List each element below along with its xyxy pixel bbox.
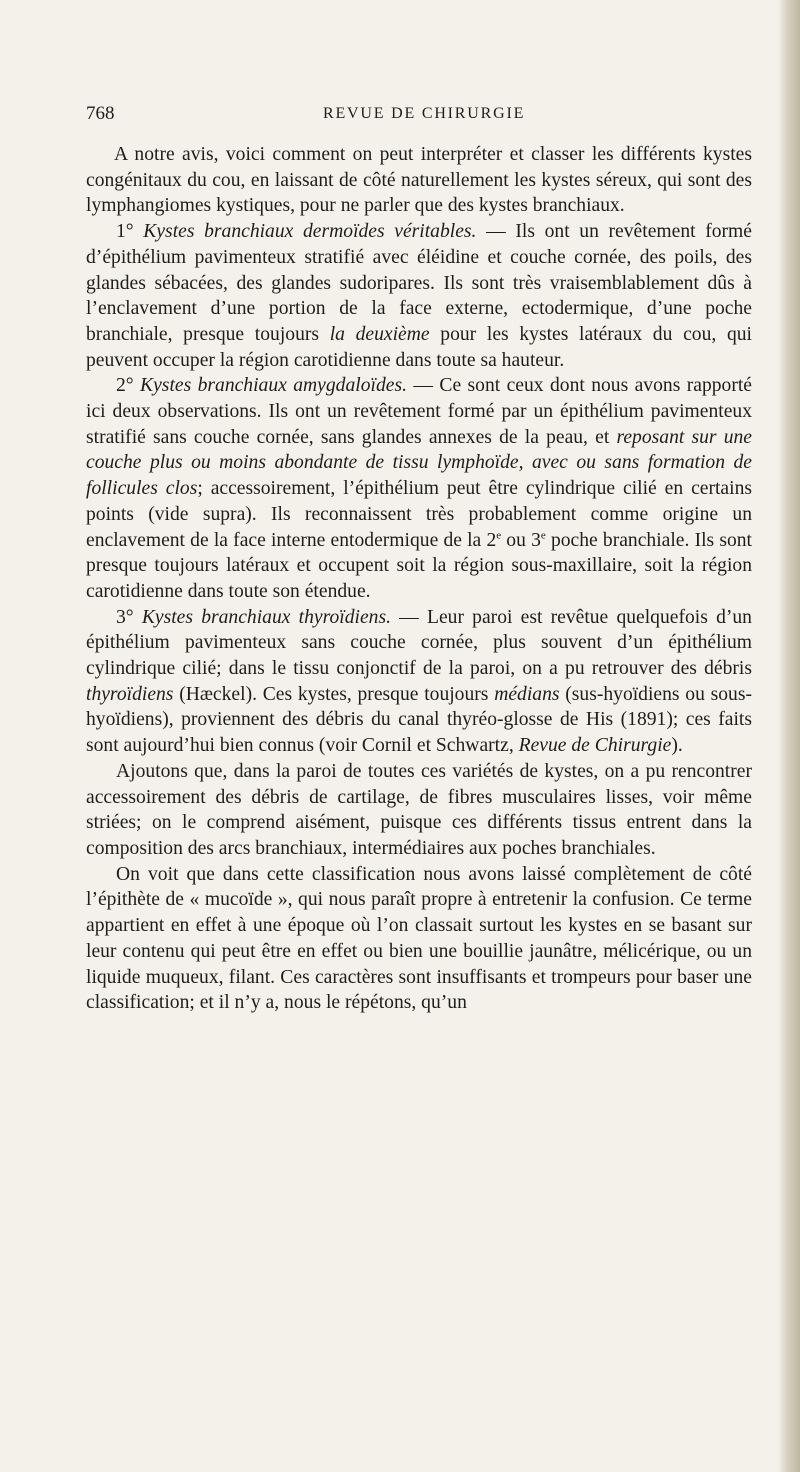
paragraph-text: poche branchiale. Ils sont presque toujours latéraux et occupent soit la région sous-maxillaire, soit la région carotidienne dans toute son étendue. xyxy=(86,529,753,602)
paragraph-intro-text: A notre avis, voici comment on peut interpréter et classer les différents kystes congénitaux du cou, en laissant de côté naturellement les kystes séreux, qui sont des lymphangiomes kystiques, pour ne parler que des kystes branchiaux. xyxy=(86,144,752,217)
ordinal: 3 xyxy=(531,529,541,551)
paragraph-text: Ajoutons que, dans la paroi de toutes ces variétés de kystes, on a pu rencontrer accessoirement des débris de cartilage, de fibres musculaires lisses, voir même striées; on le comprend aisément, puisque ces différents tissus entrent dans la composition des arcs branchiaux, intermédiaires aux poches branchiales. xyxy=(86,760,752,859)
running-title: REVUE DE CHIRURGIE xyxy=(323,105,526,122)
paragraph-text: (sus-hyoïdiens ou sous-hyoïdiens), proviennent des débris du canal thyréo-glosse de His (1891); ces faits sont aujourd’hui bien connus (voir Cornil et Schwartz, xyxy=(86,683,753,757)
emphasis: médians xyxy=(494,683,560,705)
paragraph-text: pour les kystes latéraux du cou, qui peuvent occuper la région carotidienne dans toute sa hauteur. xyxy=(86,323,752,371)
emphasis: thyroïdiens xyxy=(86,683,174,705)
item-number: 1° xyxy=(116,221,134,243)
paragraph-text: ou xyxy=(501,529,532,551)
running-header xyxy=(58,103,770,129)
article-body xyxy=(86,142,752,1016)
paragraph-text: — Leur paroi est revêtue quelquefois d’un épithélium pavimenteux sans couche cornée, plus souvent d’un épithélium cylindrique cilié; dans le tissu conjonctif de la paroi, on a pu retrouver des débris xyxy=(86,606,752,680)
page-number: 768 xyxy=(86,103,115,124)
paragraph-text: ). xyxy=(671,735,683,757)
paragraph-text: — Ce sont ceux dont nous avons rapporté ici deux observations. Ils ont un revêtement formé par un épithélium pavimenteux stratifié sans couche cornée, sans glandes annexes de la peau, et xyxy=(86,375,752,448)
item-number: 3° xyxy=(116,606,134,628)
paragraph-amygdaloid xyxy=(86,373,752,604)
journal-title: Revue de Chirurgie xyxy=(518,735,672,757)
paragraph-intro xyxy=(86,142,752,219)
ordinal-suffix: e xyxy=(496,529,502,542)
ordinal-suffix: e xyxy=(540,529,546,542)
emphasis: reposant sur une couche plus ou moins abondante de tissu lymphoïde, avec ou sans formation de follicules clos xyxy=(86,426,752,500)
paragraph-text: (Hæckel). Ces kystes, presque toujours xyxy=(173,683,495,705)
emphasis: la deuxième xyxy=(329,323,430,345)
ordinal: 2 xyxy=(486,529,497,551)
paragraph-mucoid xyxy=(86,862,752,1016)
paragraph-text: ; accessoirement, l’épithélium peut être cylindrique cilié en certains points (vide supra). Ils reconnaissent très probablement comme origine un enclavement de la face interne entodermique de la xyxy=(86,478,752,551)
item-title: Kystes branchiaux thyroïdiens. xyxy=(141,606,391,628)
paragraph-cartilage xyxy=(86,759,752,862)
paragraph-thyroid xyxy=(86,605,752,759)
page-edge-shadow xyxy=(778,0,800,1472)
paragraph-text: — Ils ont un revêtement formé d’épithélium pavimenteux stratifié avec éléidine et couche cornée, des poils, des glandes sébacées, des glandes sudoripares. Ils sont très vraisemblablement dûs à l’enclavement d’une portion de la face externe, ectodermique, d’une poche branchiale, presque toujours xyxy=(86,221,752,345)
item-title: Kystes branchiaux dermoïdes véritables. xyxy=(143,221,477,243)
item-number: 2° xyxy=(116,375,134,397)
paragraph-text: On voit que dans cette classification nous avons laissé complètement de côté l’épithète de « mucoïde », qui nous paraît propre à entretenir la confusion. Ce terme appartient en effet à une époque où l’on classait surtout les kystes en se basant sur leur contenu qui peut être en effet ou bien une bouillie jaunâtre, mélicérique, ou un liquide muqueux, filant. Ces caractères sont insuffisants et trompeurs pour baser une classification; et il n’y a, nous le répétons, qu’un xyxy=(86,863,752,1014)
item-title: Kystes branchiaux amygdaloïdes. xyxy=(140,375,407,397)
paragraph-dermoid xyxy=(86,219,752,373)
